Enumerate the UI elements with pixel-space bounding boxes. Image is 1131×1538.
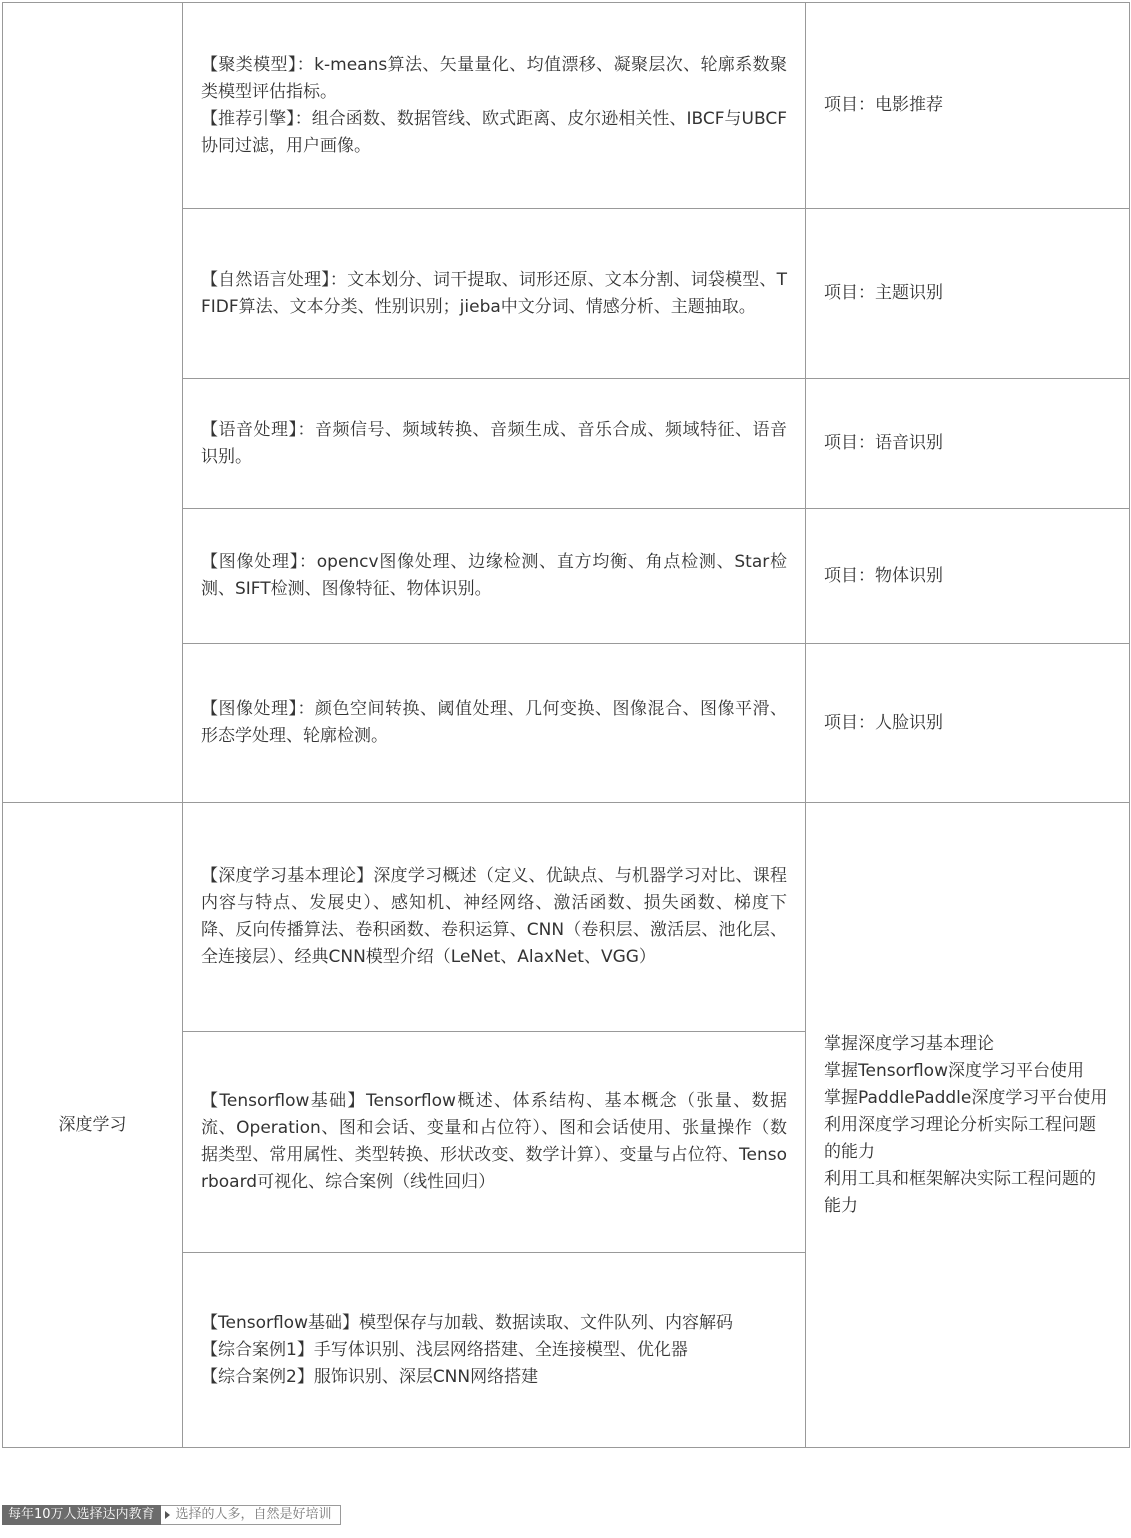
content-line: 【Tensorflow基础】模型保存与加载、数据读取、文件队列、内容解码 [201,1312,733,1333]
content-cell [183,1253,806,1448]
content-line: 【自然语言处理】：文本划分、词干提取、词形还原、文本分割、词袋模型、TFIDF算法、文本分类、性别识别；jieba中文分词、情感分析、主题抽取。 [201,269,787,317]
goal-cell [806,803,1130,1448]
goal-text: 项目：电影推荐 [824,95,943,115]
module-cell [3,803,183,1448]
content-line: 【图像处理】：颜色空间转换、阈值处理、几何变换、图像混合、图像平滑、形态学处理、轮廓检测。 [201,699,787,746]
content-cell [183,644,806,803]
footer-slogan-left: 每年10万人选择达内教育 [2,1505,161,1525]
goal-text: 利用深度学习理论分析实际工程问题的能力 [824,1114,1096,1162]
goal-text: 项目：语音识别 [824,433,943,453]
table-row [3,803,1130,1032]
content-line: 【图像处理】：opencv图像处理、边缘检测、直方均衡、角点检测、Star检测、SIFT检测、图像特征、物体识别。 [201,552,787,599]
goal-text: 项目：物体识别 [824,565,943,586]
module-cell-empty [3,3,183,803]
content-line: 【综合案例1】手写体识别、浅层网络搭建、全连接模型、优化器 [201,1339,688,1360]
content-line: 【推荐引擎】：组合函数、数据管线、欧式距离、皮尔逊相关性、IBCF与UBCF协同过滤，用户画像。 [201,108,787,156]
goal-cell [806,509,1130,644]
content-line: 【语音处理】：音频信号、频域转换、音频生成、音乐合成、频域特征、语音识别。 [201,419,787,467]
footer-slogan [2,1505,341,1525]
content-line: 【深度学习基本理论】深度学习概述（定义、优缺点、与机器学习对比、课程内容与特点、发展史）、感知机、神经网络、激活函数、损失函数、梯度下降、反向传播算法、卷积函数、卷积运算、CNN（卷积层、激活层、池化层、全连接层）、经典CNN模型介绍（LeNet、AlaxNet、VGG） [201,866,787,967]
course-table [2,2,1130,1448]
goal-cell [806,3,1130,209]
footer-slogan-right-text: 选择的人多，自然是好培训 [175,1507,332,1522]
content-line: 【综合案例2】服饰识别、深层CNN网络搭建 [201,1366,539,1387]
goal-cell [806,644,1130,803]
goal-text: 掌握PaddlePaddle深度学习平台使用 [824,1087,1108,1108]
goal-text: 项目：人脸识别 [824,712,943,733]
triangle-right-icon [165,1511,170,1519]
content-cell [183,379,806,509]
content-cell [183,1032,806,1253]
table-row [3,3,1130,209]
content-line: 【聚类模型】：k-means算法、矢量量化、均值漂移、凝聚层次、轮廓系数聚类模型评估指标。 [201,54,787,102]
content-cell [183,3,806,209]
footer-slogan-right [161,1505,341,1525]
goal-text: 项目：主题识别 [824,283,943,303]
goal-text: 掌握Tensorflow深度学习平台使用 [824,1060,1084,1081]
content-cell [183,209,806,379]
content-cell [183,803,806,1032]
goal-text: 掌握深度学习基本理论 [824,1033,994,1054]
content-line: 【Tensorflow基础】Tensorflow概述、体系结构、基本概念（张量、数据流、Operation、图和会话、变量和占位符）、图和会话使用、张量操作（数据类型、常用属性、类型转换、形状改变、数学计算）、变量与占位符、Tensorboard可视化、综合案例（线性回归） [201,1091,787,1192]
goal-text: 利用工具和框架解决实际工程问题的能力 [824,1168,1096,1216]
goal-cell [806,379,1130,509]
goal-cell [806,209,1130,379]
module-name: 深度学习 [58,1114,127,1135]
content-cell [183,509,806,644]
